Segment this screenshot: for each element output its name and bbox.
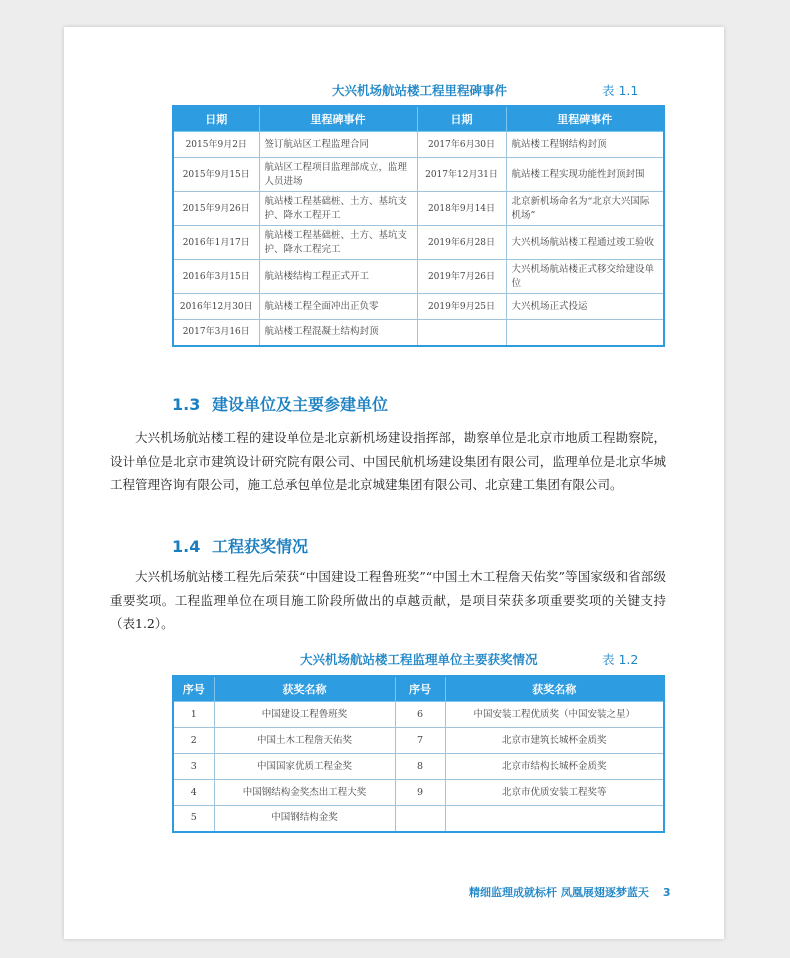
award-cell: 中国土木工程詹天佑奖 [214,728,395,754]
section-number: 1.3 [172,395,201,414]
index-cell: 9 [395,780,445,806]
award-cell: 中国钢结构金奖 [214,806,395,832]
table1-title: 大兴机场航站楼工程里程碑事件 [332,83,508,98]
table1-label: 表 1.1 [602,83,639,98]
date-cell: 2016年1月17日 [173,226,259,260]
date-cell: 2019年7月26日 [417,260,506,294]
awards-table [172,675,665,833]
event-cell: 航站区工程项目监理部成立，监理人员进场 [259,158,417,192]
table-row [173,728,664,754]
event-cell: 航站楼工程基础桩、土方、基坑支护、降水工程开工 [259,192,417,226]
section-1-3-paragraph: 大兴机场航站楼工程的建设单位是北京新机场建设指挥部，勘察单位是北京市地质工程勘察院，设计单位是北京市建筑设计研究院有限公司、中国民航机场建设集团有限公司，监理单位是北京华城工程管理咨询有限公司，施工总承包单位是北京城建集团有限公司、北京建工集团有限公司。 [110,430,666,492]
table-header-row [173,676,664,702]
page-footer [469,884,671,900]
table-row [173,260,664,294]
event-cell: 航站楼工程钢结构封顶 [506,132,664,158]
footer-slogan: 精细监理成就标杆 凤凰展翅逐梦蓝天 [469,886,649,899]
column-header: 获奖名称 [445,676,664,702]
date-cell: 2017年12月31日 [417,158,506,192]
section-heading-1-3 [172,392,388,415]
table-header-row [173,106,664,132]
index-cell: 4 [173,780,214,806]
date-cell: 2019年9月25日 [417,294,506,320]
index-cell: 5 [173,806,214,832]
index-cell [395,806,445,832]
index-cell: 7 [395,728,445,754]
date-cell: 2016年12月30日 [173,294,259,320]
event-cell: 大兴机场航站楼正式移交给建设单位 [506,260,664,294]
table-row [173,294,664,320]
date-cell: 2018年9月14日 [417,192,506,226]
column-header: 里程碑事件 [506,106,664,132]
table-row [173,192,664,226]
section-title: 工程获奖情况 [212,537,309,556]
table-row [173,702,664,728]
table-row [173,806,664,832]
table2-label: 表 1.2 [602,652,639,667]
section-heading-1-4 [172,534,308,557]
table-row [173,780,664,806]
index-cell: 3 [173,754,214,780]
date-cell: 2017年6月30日 [417,132,506,158]
event-cell: 大兴机场正式投运 [506,294,664,320]
section-title: 建设单位及主要参建单位 [212,395,389,414]
award-cell [445,806,664,832]
event-cell: 大兴机场航站楼工程通过竣工验收 [506,226,664,260]
table-row [173,132,664,158]
event-cell: 航站楼工程全面冲出正负零 [259,294,417,320]
section-1-4-paragraph: 大兴机场航站楼工程先后荣获“中国建设工程鲁班奖”“中国土木工程詹天佑奖”等国家级和省部级重要奖项。工程监理单位在项目施工阶段所做出的卓越贡献，是项目荣获多项重要奖项的关键支持（表1.2）。 [110,569,666,631]
award-cell: 中国建设工程鲁班奖 [214,702,395,728]
award-cell: 北京市优质安装工程奖等 [445,780,664,806]
award-cell: 北京市结构长城杯金质奖 [445,754,664,780]
award-cell: 中国安装工程优质奖（中国安装之星） [445,702,664,728]
award-cell: 中国钢结构金奖杰出工程大奖 [214,780,395,806]
date-cell: 2019年6月28日 [417,226,506,260]
column-header: 序号 [395,676,445,702]
date-cell: 2016年3月15日 [173,260,259,294]
table-row [173,320,664,346]
index-cell: 1 [173,702,214,728]
column-header: 获奖名称 [214,676,395,702]
milestone-table [172,105,665,347]
column-header: 里程碑事件 [259,106,417,132]
date-cell: 2015年9月26日 [173,192,259,226]
event-cell: 签订航站区工程监理合同 [259,132,417,158]
event-cell: 航站楼工程基础桩、土方、基坑支护、降水工程完工 [259,226,417,260]
index-cell: 2 [173,728,214,754]
award-cell: 北京市建筑长城杯金质奖 [445,728,664,754]
table2-title: 大兴机场航站楼工程监理单位主要获奖情况 [300,652,538,667]
event-cell: 航站楼工程实现功能性封顶封围 [506,158,664,192]
column-header: 序号 [173,676,214,702]
event-cell: 航站楼工程混凝土结构封顶 [259,320,417,346]
index-cell: 8 [395,754,445,780]
index-cell: 6 [395,702,445,728]
event-cell: 北京新机场命名为“北京大兴国际机场” [506,192,664,226]
section-number: 1.4 [172,537,201,556]
award-cell: 中国国家优质工程金奖 [214,754,395,780]
page-number: 3 [662,886,671,899]
date-cell [417,320,506,346]
column-header: 日期 [417,106,506,132]
table-row [173,158,664,192]
table-row [173,226,664,260]
table-row [173,754,664,780]
date-cell: 2015年9月15日 [173,158,259,192]
event-cell: 航站楼结构工程正式开工 [259,260,417,294]
event-cell [506,320,664,346]
column-header: 日期 [173,106,259,132]
date-cell: 2017年3月16日 [173,320,259,346]
date-cell: 2015年9月2日 [173,132,259,158]
